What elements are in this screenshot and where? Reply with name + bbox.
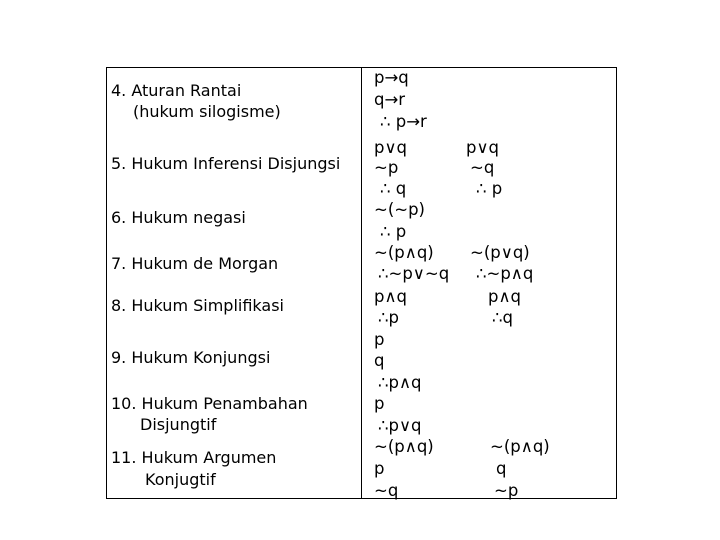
- rule-7-conclusion: ∴~p∨~q: [378, 264, 450, 283]
- rule-label-11-line1: 11. Hukum Argumen: [111, 448, 277, 467]
- rule-9-premise-1: p: [374, 330, 385, 349]
- rule-5-alt-conclusion: ∴ p: [476, 179, 503, 198]
- rule-5-alt-premise-2: ~q: [470, 158, 495, 177]
- rule-5-alt-premise-1: p∨q: [466, 138, 500, 157]
- rule-label-9: 9. Hukum Konjungsi: [111, 348, 271, 367]
- rule-6-premise: ~(~p): [374, 200, 425, 219]
- rule-7-alt-conclusion: ∴~p∧q: [476, 264, 534, 283]
- rule-11-alt-premise-2: q: [496, 459, 507, 478]
- rule-label-4-line2: (hukum silogisme): [133, 102, 281, 121]
- rule-11-premise-1: ~(p∧q): [374, 437, 434, 456]
- rule-11-conclusion: ~q: [374, 481, 399, 500]
- rule-5-premise-1: p∨q: [374, 138, 408, 157]
- rule-label-7: 7. Hukum de Morgan: [111, 254, 279, 273]
- rule-label-10-line1: 10. Hukum Penambahan: [111, 394, 308, 413]
- rule-label-6: 6. Hukum negasi: [111, 208, 246, 227]
- rule-4-conclusion: ∴ p→r: [380, 112, 427, 131]
- rule-9-conclusion: ∴p∧q: [378, 373, 422, 392]
- rule-8-alt-premise: p∧q: [488, 287, 522, 306]
- rule-11-alt-premise-1: ~(p∧q): [490, 437, 550, 456]
- rule-label-11-line2: Konjugtif: [145, 470, 216, 489]
- rule-label-5: 5. Hukum Inferensi Disjungsi: [111, 154, 341, 173]
- rule-10-conclusion: ∴p∨q: [378, 416, 422, 435]
- rule-8-alt-conclusion: ∴q: [492, 308, 513, 327]
- rule-5-conclusion: ∴ q: [380, 179, 407, 198]
- rule-8-conclusion: ∴p: [378, 308, 399, 327]
- rule-10-premise: p: [374, 394, 385, 413]
- rule-7-premise: ~(p∧q): [374, 243, 434, 262]
- rule-11-alt-conclusion: ~p: [494, 481, 519, 500]
- rule-6-conclusion: ∴ p: [380, 222, 407, 241]
- rule-9-premise-2: q: [374, 351, 385, 370]
- rule-label-10-line2: Disjungtif: [140, 415, 217, 434]
- rule-7-alt-premise: ~(p∨q): [470, 243, 530, 262]
- rule-4-premise-1: p→q: [374, 68, 409, 87]
- rule-11-premise-2: p: [374, 459, 385, 478]
- rule-label-4-line1: 4. Aturan Rantai: [111, 81, 242, 100]
- rule-label-8: 8. Hukum Simplifikasi: [111, 296, 284, 315]
- rule-5-premise-2: ~p: [374, 158, 399, 177]
- rule-4-premise-2: q→r: [374, 90, 406, 109]
- rule-8-premise: p∧q: [374, 287, 408, 306]
